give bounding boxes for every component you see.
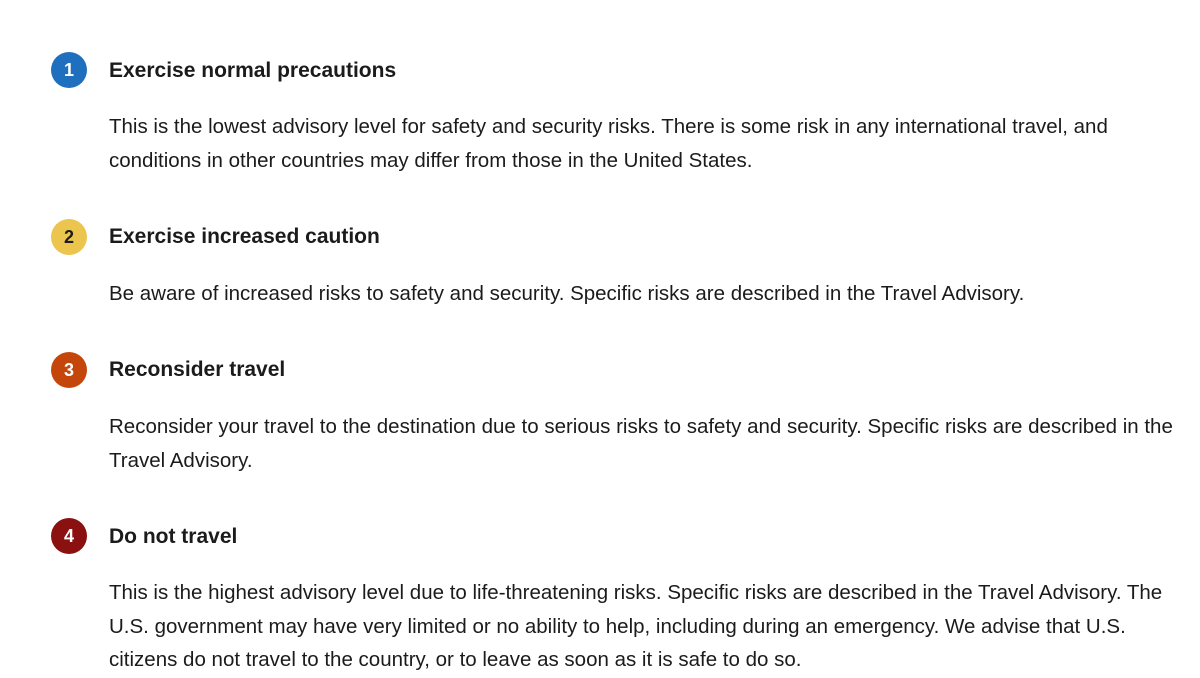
level-2-description: Be aware of increased risks to safety and security. Specific risks are described in the Travel Advisory. [109,282,1025,305]
level-3-badge [51,352,87,388]
level-2-title: Exercise increased caution [109,225,380,248]
level-1-title: Exercise normal precautions [109,59,397,82]
level-1-badge [51,52,87,88]
level-2-badge [51,219,87,255]
level-4-number: 4 [63,526,74,546]
level-4-title: Do not travel [109,525,238,548]
level-1-number: 1 [63,60,74,80]
level-4-description: This is the highest advisory level due to life-threatening risks. Specific risks are described in the Travel Advisory. The U.S. government may have very limited or no ability to help, including during an emergency. We advise that U.S. citizens do not travel to the country, or to leave as soon as it is safe to do so. [109,581,1163,671]
level-3-description: Reconsider your travel to the destination due to serious risks to safety and security. Specific risks are described in the Travel Advisory. [109,415,1173,472]
level-3-number: 3 [63,360,74,380]
level-4-badge [51,518,87,554]
level-1-description: This is the lowest advisory level for safety and security risks. There is some risk in any international travel, and conditions in other countries may differ from those in the United States. [109,115,1108,172]
level-3-title: Reconsider travel [109,358,286,381]
level-2-number: 2 [63,227,74,247]
